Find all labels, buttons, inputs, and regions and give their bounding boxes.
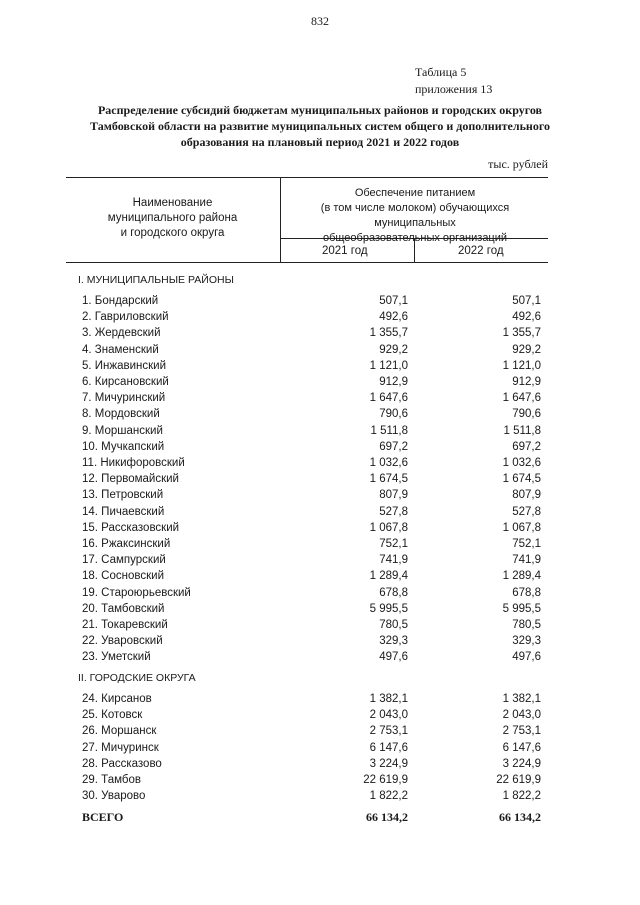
row-value-2021: 1 289,4	[369, 570, 408, 583]
row-name: 28. Рассказово	[82, 757, 162, 770]
row-value-2022: 22 619,9	[496, 774, 541, 786]
row-value-2021: 497,6	[379, 651, 408, 664]
table-row	[0, 376, 640, 392]
header-name-column	[70, 196, 275, 241]
row-value-2021: 741,9	[379, 554, 408, 567]
row-value-2021: 790,6	[379, 408, 408, 421]
row-name: 24. Кирсанов	[82, 693, 152, 705]
row-value-2022: 1 382,1	[502, 693, 541, 705]
row-name: 13. Петровский	[82, 489, 164, 502]
row-name: 20. Тамбовский	[82, 602, 165, 615]
row-name: 8. Мордовский	[82, 408, 160, 421]
row-value-2022: 2 043,0	[502, 709, 541, 722]
row-value-2021: 1 647,6	[369, 392, 408, 405]
row-name: 14. Пичаевский	[82, 505, 165, 518]
row-value-2021: 912,9	[379, 376, 408, 388]
row-value-2022: 741,9	[512, 554, 541, 567]
row-name: 1. Бондарский	[82, 295, 159, 307]
table-reference-line-1: Таблица 5	[415, 65, 467, 79]
row-name: 26. Моршанск	[82, 725, 157, 738]
row-name: 25. Котовск	[82, 709, 143, 722]
row-name: 12. Первомайский	[82, 473, 179, 486]
row-name: 22. Уваровский	[82, 635, 163, 648]
table-row	[0, 473, 640, 489]
section-title: II. ГОРОДСКИЕ ОКРУГА	[78, 672, 196, 684]
table-row	[0, 344, 640, 360]
header-bottom-rule	[66, 262, 548, 263]
row-value-2021: 1 067,8	[369, 521, 408, 534]
table-row	[0, 522, 640, 538]
row-name: 16. Ржаксинский	[82, 538, 171, 550]
table-row	[0, 790, 640, 806]
row-value-2022: 1 032,6	[502, 457, 541, 469]
row-name: 29. Тамбов	[82, 774, 141, 786]
row-name: 19. Староюрьевский	[82, 586, 191, 599]
row-value-2021: 492,6	[379, 311, 408, 324]
row-name: 4. Знаменский	[82, 343, 159, 356]
table-row	[0, 693, 640, 709]
table-row	[0, 587, 640, 603]
header-group-line-1: Обеспечение питанием	[354, 187, 476, 199]
section-title: I. МУНИЦИПАЛЬНЫЕ РАЙОНЫ	[78, 274, 234, 286]
row-value-2021: 1 511,8	[370, 424, 408, 437]
row-value-2021: 1 032,6	[369, 457, 408, 469]
row-value-2022: 527,8	[512, 505, 541, 518]
row-value-2021: 22 619,9	[363, 774, 408, 786]
total-value-2021: 66 134,2	[366, 810, 408, 824]
table-row	[0, 425, 640, 441]
row-value-2022: 2 753,1	[502, 725, 541, 738]
total-label: ВСЕГО	[82, 810, 124, 824]
row-name: 27. Мичуринск	[82, 741, 159, 754]
table-reference-line-2: приложения 13	[415, 82, 493, 96]
table-row	[0, 311, 640, 327]
total-value-2022: 66 134,2	[499, 810, 541, 824]
row-value-2022: 1 355,7	[502, 327, 541, 340]
table-row	[0, 295, 640, 311]
row-value-2022: 678,8	[512, 586, 541, 599]
row-value-2022: 5 995,5	[502, 602, 541, 615]
row-value-2021: 2 043,0	[369, 709, 408, 722]
row-value-2022: 6 147,6	[502, 741, 541, 754]
table-row	[0, 619, 640, 635]
row-value-2021: 507,1	[379, 295, 408, 307]
table-row	[0, 392, 640, 408]
row-name: 15. Рассказовский	[82, 521, 180, 534]
row-value-2022: 492,6	[512, 311, 541, 324]
table-row	[0, 360, 640, 376]
document-title-line-3: образования на плановый период 2021 и 2022 годов	[180, 135, 460, 149]
row-name: 7. Мичуринский	[82, 392, 166, 405]
table-row	[0, 506, 640, 522]
table-row	[0, 651, 640, 667]
table-row	[0, 725, 640, 741]
table-row	[0, 758, 640, 774]
header-name-line-1: Наименование	[132, 197, 213, 209]
table-row	[0, 408, 640, 424]
document-title-line-1: Распределение субсидий бюджетам муниципальных районов и городских округов	[97, 103, 543, 117]
table-row	[0, 774, 640, 790]
document-title-line-2: Тамбовской области на развитие муниципальных систем общего и дополнительного	[90, 119, 550, 133]
row-value-2021: 752,1	[379, 538, 408, 550]
header-year-2021: 2021 год	[322, 245, 368, 257]
row-value-2021: 1 355,7	[369, 327, 408, 340]
table-row	[0, 441, 640, 457]
row-value-2021: 2 753,1	[369, 725, 408, 738]
row-value-2021: 697,2	[379, 440, 408, 453]
table-row	[0, 554, 640, 570]
row-value-2022: 507,1	[512, 295, 541, 307]
row-value-2022: 697,2	[512, 440, 541, 453]
header-name-line-2: муниципального района	[107, 212, 238, 224]
table-row	[0, 570, 640, 586]
row-value-2022: 790,6	[512, 408, 541, 421]
table-reference	[415, 64, 492, 98]
table-row	[0, 327, 640, 343]
row-value-2022: 1 067,8	[502, 521, 541, 534]
row-name: 17. Сампурский	[82, 554, 166, 567]
row-value-2021: 807,9	[379, 489, 408, 502]
name-column-divider	[280, 177, 281, 262]
row-value-2021: 5 995,5	[369, 602, 408, 615]
row-value-2022: 1 647,6	[502, 392, 541, 405]
row-value-2021: 780,5	[379, 619, 408, 631]
row-name: 2. Гавриловский	[82, 311, 169, 324]
row-value-2022: 929,2	[512, 343, 541, 356]
row-value-2021: 1 674,5	[369, 473, 408, 486]
row-name: 3. Жердевский	[82, 327, 161, 340]
row-value-2022: 329,3	[512, 635, 541, 648]
row-value-2021: 3 224,9	[369, 757, 408, 770]
table-row	[0, 538, 640, 554]
row-value-2022: 1 289,4	[502, 570, 541, 583]
table-row	[0, 603, 640, 619]
row-name: 30. Уварово	[82, 790, 146, 803]
row-value-2021: 329,3	[379, 635, 408, 648]
row-name: 5. Инжавинский	[82, 359, 167, 372]
header-group-line-3: общеобразовательных организаций	[322, 232, 508, 244]
units-label: тыс. рублей	[488, 157, 548, 171]
row-value-2022: 497,6	[512, 651, 541, 664]
row-value-2021: 1 822,2	[369, 790, 408, 803]
page-number: 832	[311, 14, 329, 28]
row-name: 18. Сосновский	[82, 570, 164, 583]
row-value-2022: 780,5	[512, 619, 541, 631]
row-value-2022: 912,9	[512, 376, 541, 388]
row-value-2022: 1 674,5	[502, 473, 541, 486]
table-row	[0, 742, 640, 758]
header-group-line-2: (в том числе молоком) обучающихся муниципальных	[320, 202, 510, 229]
table-row	[0, 489, 640, 505]
total-row	[0, 810, 640, 828]
row-value-2022: 807,9	[512, 489, 541, 502]
row-value-2021: 6 147,6	[369, 741, 408, 754]
row-name: 21. Токаревский	[82, 619, 168, 631]
row-value-2022: 1 511,8	[503, 424, 541, 437]
row-value-2021: 678,8	[379, 586, 408, 599]
row-value-2021: 1 121,0	[369, 359, 408, 372]
row-name: 9. Моршанский	[82, 424, 163, 437]
row-name: 10. Мучкапский	[82, 440, 165, 453]
row-name: 23. Уметский	[82, 651, 151, 664]
row-value-2022: 1 121,0	[502, 359, 541, 372]
row-value-2021: 527,8	[379, 505, 408, 518]
header-year-2022: 2022 год	[458, 245, 504, 257]
row-value-2021: 1 382,1	[369, 693, 408, 705]
document-title	[55, 102, 585, 150]
row-value-2022: 1 822,2	[502, 790, 541, 803]
header-name-line-3: и городского округа	[120, 227, 225, 239]
header-group-column	[282, 186, 548, 246]
row-value-2022: 752,1	[512, 538, 541, 550]
row-value-2021: 929,2	[379, 343, 408, 356]
row-value-2022: 3 224,9	[502, 757, 541, 770]
table-top-rule	[66, 177, 548, 178]
table-row	[0, 635, 640, 651]
row-name: 6. Кирсановский	[82, 376, 169, 388]
row-name: 11. Никифоровский	[82, 457, 185, 469]
table-row	[0, 457, 640, 473]
table-row	[0, 709, 640, 725]
